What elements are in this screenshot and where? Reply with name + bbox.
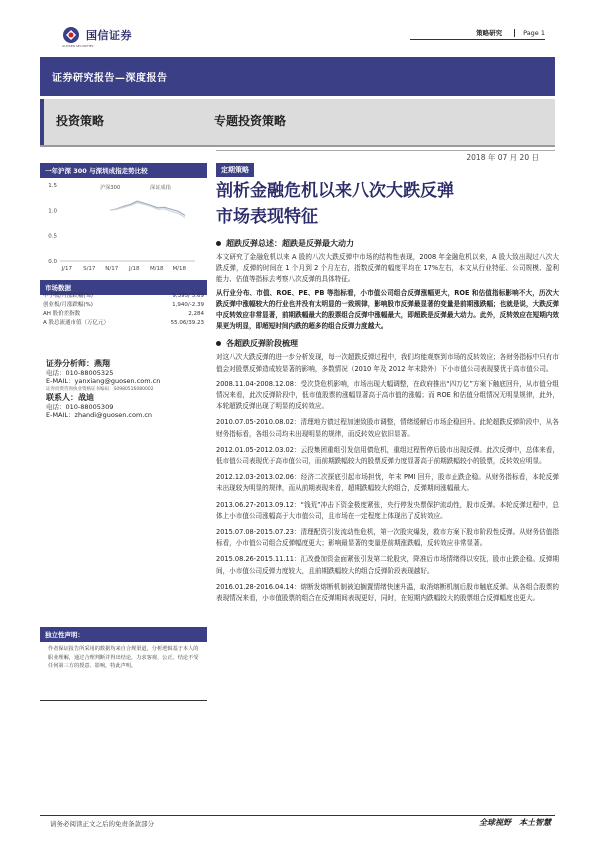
phase-entry: 2012.01.05-2012.03.02：云投集团重组引发信用债危机，重组过程暂停后股市出现反弹。此次反弹中，总体来看，低市值公司表现优于高市值公司，而前期跌幅较大的股票反弹力度显著高于前期跌幅较小的股票，反转效应明显。 [216,445,559,466]
analyst-cert: 证券投资咨询执业资格证书编码：S0980516080002 [46,386,154,392]
disclaimer-title-bar [40,627,207,642]
y-tick-label: 1.0 [48,208,57,215]
market-data-row [40,292,207,301]
company-logo [62,24,172,46]
report-date: 2018 年 07 月 20 日 [466,153,539,162]
disclaimer-rule [40,700,207,701]
analyst-label: 证券分析师： [46,359,94,368]
phase-entry: 2015.08.26-2015.11.11：汇改叠加资金面紧张引发第二轮股灾，降准后市场情绪得以安抚，股市止跌企稳。反弹期间，小市值公司反弹力度较大，且前期跌幅较大的组合反弹阶段表现越好。 [216,555,559,575]
analyst-name: 燕翔 [94,359,110,368]
market-data-row [40,301,207,310]
market-data-value: 55.06/39.23 [170,320,204,326]
phase-entry: 2010.07.05-2010.08.02：清理地方债过程加速致股市调整，情绪缓解后市场企稳回升。此轮超跌反弹阶段中，从各财务指标看，各组公司均未出现明显的规律，而反转效应依旧显著。 [216,418,559,438]
banner-title: 证券研究报告—深度报告 [52,73,168,84]
contact-email[interactable]: E-MAIL：zhandi@guosen.com.cn [46,411,153,419]
market-data-row [40,310,207,319]
chart-title: 一年沪深 300 与深圳成指走势比较 [40,163,207,178]
disclaimer-title: 独立性声明： [40,627,207,642]
x-tick-label: J/18 [129,266,140,272]
page-number: Page 1 [514,29,545,37]
phase-entry: 2012.12.03-2013.02.06：经济二次探底引起市场担忧，年末 PMI 回升，股市止跌企稳。从财务指标看，本轮反弹未出现较为明显的规律，而从前期表现来看，超期跌幅较大的组合，反弹期间涨幅最大。 [216,473,559,493]
analyst-block [46,360,211,420]
report-tag: 策略研究 [476,29,503,37]
paragraph-summary: 从行业分布、市值、ROE、PE、PB 等指标看，小市值公司组合反弹涨幅更大，ROE 和估值指标影响不大，历次大跌反弹中涨幅较大的行业也并没有太明显的一致规律，影响股市反弹最显著的变量是前期涨跌幅；也就是说，大跌反弹中反转效应非常显著，前期跌幅最大的股票组合反弹中涨幅最大，即超跌是反弹最大动力。此外，反转效应在短期内效果更为明显，即超短时间内跌的超多的组合反弹力度越大。 [216,288,559,331]
market-data-value: 9,395/ 5.69 [172,293,204,299]
section-right-title: 专题投资策略 [214,114,287,128]
y-tick-label: 0.0 [48,259,57,265]
footer-rule [40,815,555,816]
contact-label: 联系人： [46,393,78,402]
legend-label: 深证成指 [150,185,171,191]
header-rule [410,39,545,40]
y-tick-label: 0.5 [48,233,57,240]
report-title-line2: 市场表现特征 [216,207,318,227]
x-tick-label: M/18 [172,266,187,272]
market-data-label: 创业板/月涨跌幅(%) [43,302,93,308]
report-title-line1: 剖析金融危机以来八次大跌反弹 [216,181,454,201]
x-tick-label: J/17 [61,266,72,272]
index-chart-svg [40,175,207,275]
phase-entry: 2015.07.08-2015.07.23：清理配资引发流动性危机，第一次股灾爆发，救市方案下股市阶段性反弹。从财务估值指标看，小市值公司组合反弹幅度更大；影响最显著的变量是前期涨跌幅，反转效应非常显著。 [216,528,559,548]
market-data-label: A 股总流通市值（万亿元） [43,320,110,326]
date-bar [216,150,555,164]
section-bar [40,99,555,145]
bullet-heading-1: 超跌反弹总述：超跌是反弹最大动力 [216,238,559,249]
legend-label: 沪深300 [100,185,121,191]
logo-subtitle: GUOSEN SECURITIES [62,44,94,48]
market-data-table [40,292,207,328]
x-tick-label: N/17 [105,266,119,272]
phase-entry: 2013.06.27-2013.09.12：“钱荒”冲击下资金极度紧张，央行停发央票保护流动性，股市反弹。本轮反弹过程中，总体上小市值公司涨幅高于大市值公司，且市场在一定程度上体现出了反转效应。 [216,500,559,520]
market-data-label: AH 股价差指数 [43,311,81,317]
section-rule [40,145,555,147]
paragraph-intro: 本文研究了金融危机以来 A 股的八次大跌反弹中市场的结构性表现，2008 年金融危机以来，A 股大致出现过八次大跌反弹，反弹的时间在 1 个月到 2 个月左右，指数反弹的幅度平均在 17%左右，本文从行业特征、公司规模、盈利能力、估值等指标去考察八次反弹的具体特征。 [216,253,559,284]
report-banner [40,57,555,96]
contact-name: 战迪 [78,393,94,402]
phase-entries [216,379,559,604]
header-right [476,28,545,37]
x-tick-label: S/17 [83,266,96,272]
market-data-label: 中小板/月涨跌幅(%) [43,293,93,299]
report-title [216,178,559,230]
market-data-value: 1,940/-2.39 [172,302,204,308]
market-data-title: 市场数据 [40,280,207,295]
disclaimer-body: 作者保证报告所采用的数据均来自合规渠道，分析逻辑基于本人的职业理解，通过合理判断并得出结论，力求客观、公正。结论不受任何第三方的授意、影响，特此声明。 [48,646,199,670]
logo-text: 国信证券 [86,29,132,42]
footer-disclaimer-link[interactable]: 请务必阅读正文之后的免责条款部分 [50,820,154,828]
market-data-row [40,319,207,328]
index-chart [40,175,207,275]
y-tick-label: 1.5 [48,183,57,189]
bullet-heading-2: 各超跌反弹阶段梳理 [216,338,559,349]
phase-entry: 2016.01.28-2016.04.14：熔断发熔断机制被迫搁置情绪快速升温，取消熔断机制后股市触底反弹。从各组合股票的表现情况来看，小市值股票的组合在反弹期间表现更好，同时，在短期内跌幅较大的股票组合反弹幅度也更大。 [216,582,559,603]
analyst-tel: 电话：010-88005325 [46,368,114,377]
paragraph-phases: 对这八次大跌反弹的进一步分析发现，每一次超跌反弹过程中，我们均能观察到市场的反转效应；各财务指标中只有市值会对股票反弹造成较显著的影响，多数情况（2010 年及 2012 年末除外）下小市值公司表现要优于高市值公司。 [216,353,559,373]
phase-entry: 2008.11.04-2008.12.08：受次贷危机影响，市场出现大幅调整，在政府推出“四万亿”方案下触底回升，从市值分组情况来看，此次反弹阶段中，低市值股票的涨幅显著高于高市值的涨幅；而 ROE 和估值分组情况无明显规律，此外，本轮超跌反弹出现了明显的反转效应。 [216,379,559,411]
logo-mark-icon [62,26,80,44]
contact-tel: 电话：010-88005309 [46,402,114,411]
footer-slogan: 全球视野 本土智慧 [479,818,551,827]
section-left-title: 投资策略 [56,114,105,128]
market-data-value: 2,284 [188,311,204,317]
main-body [216,238,559,609]
x-tick-label: M/18 [149,266,164,272]
analyst-email[interactable]: E-MAIL：yanxiang@guosen.com.cn [46,377,161,385]
report-kicker: 定期策略 [216,163,254,177]
